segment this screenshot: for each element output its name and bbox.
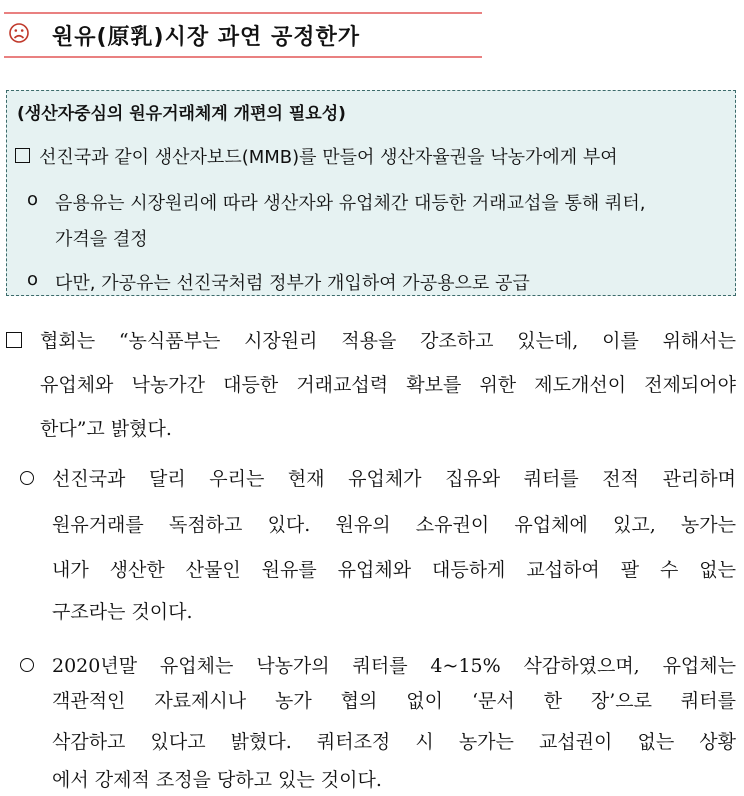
box-bullet-text: 선진국과 같이 생산자보드(MMB)를 만들어 생산자율권을 낙농가에게 부여 — [39, 147, 618, 168]
summary-box — [6, 90, 736, 296]
title-block — [4, 12, 482, 60]
paragraph-1-line-1: 협회는 “농식품부는 시장원리 적용을 강조하고 있는데, 이를 위해서는 — [40, 330, 736, 352]
paragraph-3-line-3: 삭감하고 있다고 밝혔다. 쿼터조정 시 농가는 교섭권이 없는 상황 — [52, 731, 736, 753]
frown-face-icon — [8, 22, 30, 44]
circle-bullet-icon: o — [27, 269, 39, 290]
circle-bullet-icon — [20, 471, 34, 485]
paragraph-2-line-2: 원유거래를 독점하고 있다. 원유의 소유권이 유업체에 있고, 농가는 — [52, 514, 736, 536]
paragraph-2-line-1: 선진국과 달리 우리는 현재 유업체가 집유와 쿼터를 전적 관리하며 — [52, 468, 736, 490]
square-bullet-icon — [6, 332, 22, 348]
paragraph-3-line-1: 2020년말 유업체는 낙농가의 쿼터를 4~15% 삭감하였으며, 유업체는 — [52, 655, 736, 677]
title-top-rule — [4, 12, 482, 14]
page-title: 원유(原乳)시장 과연 공정한가 — [52, 25, 360, 50]
paragraph-3-line-4: 에서 강제적 조정을 당하고 있는 것이다. — [52, 769, 382, 791]
paragraph-1-line-3: 한다”고 밝혔다. — [40, 418, 172, 440]
paragraph-1-line-2: 유업체와 낙농가간 대등한 거래교섭력 확보를 위한 제도개선이 전제되어야 — [40, 374, 736, 396]
circle-bullet-icon: o — [27, 189, 39, 210]
box-sub1-line1: 음용유는 시장원리에 따라 생산자와 유업체간 대등한 거래교섭을 통해 쿼터, — [55, 193, 646, 214]
box-heading: (생산자중심의 원유거래체계 개편의 필요성) — [17, 104, 346, 124]
paragraph-2-line-4: 구조라는 것이다. — [52, 601, 193, 623]
title-bottom-rule — [4, 56, 482, 58]
paragraph-2-line-3: 내가 생산한 산물인 원유를 유업체와 대등하게 교섭하여 팔 수 없는 — [52, 559, 736, 581]
circle-bullet-icon — [20, 658, 34, 672]
box-sub2-text: 다만, 가공유는 선진국처럼 정부가 개입하여 가공용으로 공급 — [55, 273, 530, 294]
square-bullet-icon — [15, 148, 30, 163]
box-sub1-line2: 가격을 결정 — [55, 229, 148, 250]
paragraph-3-line-2: 객관적인 자료제시나 농가 협의 없이 ‘문서 한 장’으로 쿼터를 — [52, 690, 736, 712]
